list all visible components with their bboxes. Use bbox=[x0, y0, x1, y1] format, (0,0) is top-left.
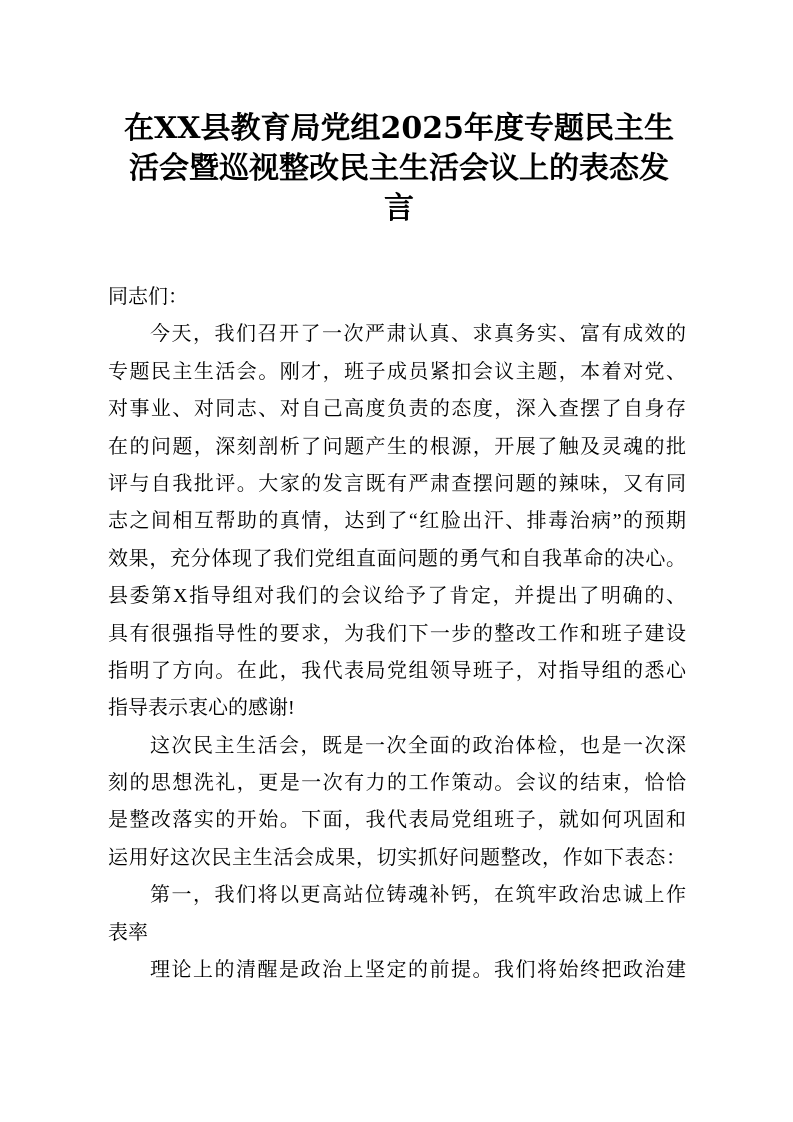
salutation: 同志们： bbox=[108, 286, 188, 308]
text-line: 指导表示衷心的感谢! bbox=[108, 697, 295, 720]
document-title bbox=[108, 109, 690, 229]
text-line: 运用好这次民主生活会成果，切实抓好问题整改，作如下表态： bbox=[108, 846, 686, 869]
title-line-1: 在XX县教育局党组2025年度专题民主生 bbox=[123, 111, 675, 146]
text-line: 这次民主生活会，既是一次全面的政治体检，也是一次深 bbox=[150, 734, 686, 757]
section-heading-line: 表率 bbox=[108, 921, 148, 944]
text-line: 效果，充分体现了我们党组直面问题的勇气和自我革命的决心。 bbox=[108, 547, 686, 570]
title-line-3: 言 bbox=[384, 191, 414, 226]
text-line: 刻的思想洗礼，更是一次有力的工作策动。会议的结束，恰恰 bbox=[108, 772, 686, 795]
text-line: 评与自我批评。大家的发言既有严肃查摆问题的辣味，又有同 bbox=[108, 472, 686, 495]
text-line: 县委第X指导组对我们的会议给予了肯定，并提出了明确的、 bbox=[108, 585, 686, 608]
text-line: 理论上的清醒是政治上坚定的前提。我们将始终把政治建 bbox=[150, 959, 686, 982]
text-line: 对事业、对同志、对自己高度负责的态度，深入查摆了自身存 bbox=[108, 398, 686, 421]
text-line: 专题民主生活会。刚才，班子成员紧扣会议主题，本着对党、 bbox=[108, 360, 686, 383]
title-line-2: 活会暨巡视整改民主生活会议上的表态发 bbox=[129, 151, 669, 186]
text-line: 志之间相互帮助的真情，达到了“红脸出汗、排毒治病”的预期 bbox=[108, 510, 686, 533]
text-line: 今天，我们召开了一次严肃认真、求真务实、富有成效的 bbox=[150, 323, 686, 346]
document-body bbox=[108, 279, 686, 989]
text-line: 具有很强指导性的要求，为我们下一步的整改工作和班子建设 bbox=[108, 622, 686, 645]
text-line: 指明了方向。在此，我代表局党组领导班子，对指导组的悉心 bbox=[108, 659, 686, 682]
section-heading-line: 第一，我们将以更高站位铸魂补钙，在筑牢政治忠诚上作 bbox=[150, 884, 686, 907]
text-line: 是整改落实的开始。下面，我代表局党组班子，就如何巩固和 bbox=[108, 809, 686, 832]
text-line: 在的问题，深刻剖析了问题产生的根源，开展了触及灵魂的批 bbox=[108, 435, 686, 458]
